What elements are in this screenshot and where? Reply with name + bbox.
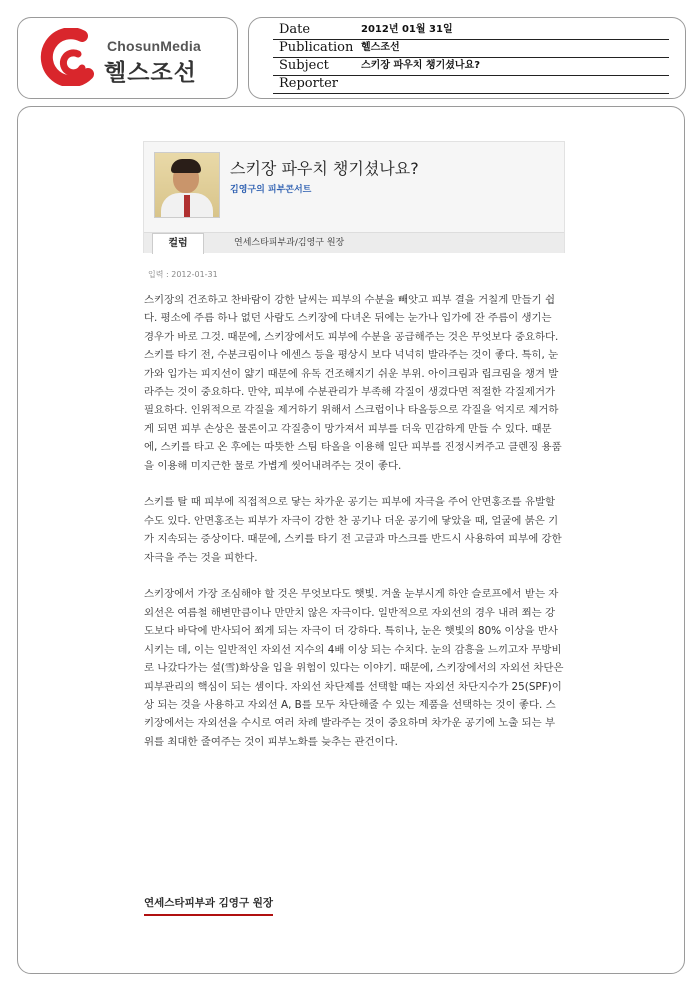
author-line: 연세스타피부과/김영구 원장 (234, 238, 345, 248)
meta-label-date: Date (279, 22, 311, 37)
article-signature: 연세스타피부과 김영구 원장 (144, 895, 273, 916)
author-photo (154, 152, 220, 218)
meta-row-publication (273, 39, 669, 58)
article-container (17, 106, 685, 974)
article-title: 스키장 파우치 챙기셨나요? (230, 159, 419, 178)
article-header-card (143, 141, 565, 253)
meta-value-subject: 스키장 파우치 챙기셨나요? (361, 60, 481, 71)
meta-label-publication: Publication (279, 40, 354, 55)
tab-column[interactable]: 컬럼 (152, 233, 204, 254)
paragraph-1: 스키장의 건조하고 찬바람이 강한 날씨는 피부의 수분을 빼앗고 피부 결을 거칠게 만들기 쉽다. 평소에 주름 하나 없던 사람도 스키장에 다녀온 뒤에는 눈가나 입가에 잔 주름이 생기는 경우가 바로 그것. 때문에, 스키장에서도 피부에 수분을 공급해주는 것은 무엇보다 중요하다. 스키를 타기 전, 수분크림이나 에센스 등을 평상시 보다 넉넉히 발라주는 것이 좋다. 특히, 눈가와 입가는 피지선이 얇기 때문에 유독 건조해지기 쉬운 부위. 아이크림과 립크림을 챙겨 발라주는 것이 중요하다. 만약, 피부에 수분관리가 부족해 각질이 생겼다면 적절한 각질제거가 필요하다. 인위적으로 각질을 제거하기 위해서 스크럽이나 타올등으로 각질을 억지로 제거하게 되면 피부 손상은 물론이고 각질층이 망가져서 피부를 더욱 민감하게 만들 수 있다. 때문에, 스키를 타고 온 후에는 따뜻한 스팀 타올을 이용해 일단 피부를 진정시켜주고 클렌징 용품을 이용해 미지근한 물로 가볍게 씻어내려주는 것이 좋다. (144, 294, 562, 472)
chosunmedia-logo-icon (38, 28, 96, 86)
meta-value-publication: 헬스조선 (361, 42, 400, 53)
article-body (144, 291, 564, 770)
photo-tie (184, 195, 190, 217)
article-tab-bar (144, 232, 564, 253)
meta-label-reporter: Reporter (279, 76, 338, 91)
paragraph-2: 스키를 탈 때 피부에 직접적으로 닿는 차가운 공기는 피부에 자극을 주어 안면홍조를 유발할 수도 있다. 안면홍조는 피부가 자극이 강한 찬 공기나 더운 공기에 닿았을 때, 얼굴에 붉은 기가 지속되는 증상이다. 때문에, 스키를 타기 전 고글과 마스크를 반드시 사용하여 피부에 강한 자극을 주는 것을 피한다. (144, 496, 562, 564)
paragraph-3: 스키장에서 가장 조심해야 할 것은 무엇보다도 햇빛. 겨울 눈부시게 하얀 슬로프에서 받는 자외선은 여름철 해변만큼이나 만만치 않은 자극이다. 일반적으로 자외선의 경우 내려 쬐는 강도보다 바닥에 반사되어 쬐게 되는 자극이 더 강하다. 특히나, 눈은 햇빛의 80% 이상을 반사시키는 데, 이는 일반적인 자외선 지수의 4배 이상 되는 수치다. 눈의 감흥을 느끼고자 무방비로 나갔다가는 설(雪)화상을 입을 위험이 있다는 이야기. 때문에, 스키장에서의 자외선 차단은 피부관리의 핵심이 되는 셈이다. 자외선 차단제를 선택할 때는 자외선 차단지수가 25(SPF)이상 되는 것을 사용하고 자외선 A, B를 모두 차단해줄 수 있는 제품을 선택하는 것이 좋다. 스키장에서는 자외선을 수시로 여러 차례 발라주는 것이 중요하며 차가운 공기에 노출 되는 부위를 최대한 줄여주는 것이 피부노화를 늦추는 관건이다. (144, 588, 564, 748)
meta-row-subject (273, 57, 669, 76)
photo-hair (171, 159, 201, 173)
meta-label-subject: Subject (279, 58, 329, 73)
logo-name: 헬스조선 (104, 60, 197, 86)
article-series-link[interactable]: 김영구의 피부콘서트 (230, 185, 312, 195)
meta-box (248, 17, 686, 99)
meta-row-reporter (273, 75, 669, 94)
logo-box (17, 17, 238, 99)
publish-date: 입력 : 2012-01-31 (148, 270, 218, 279)
meta-row-date (273, 21, 669, 40)
meta-value-date: 2012년 01월 31일 (361, 24, 453, 35)
logo-brand: ChosunMedia (107, 38, 201, 54)
